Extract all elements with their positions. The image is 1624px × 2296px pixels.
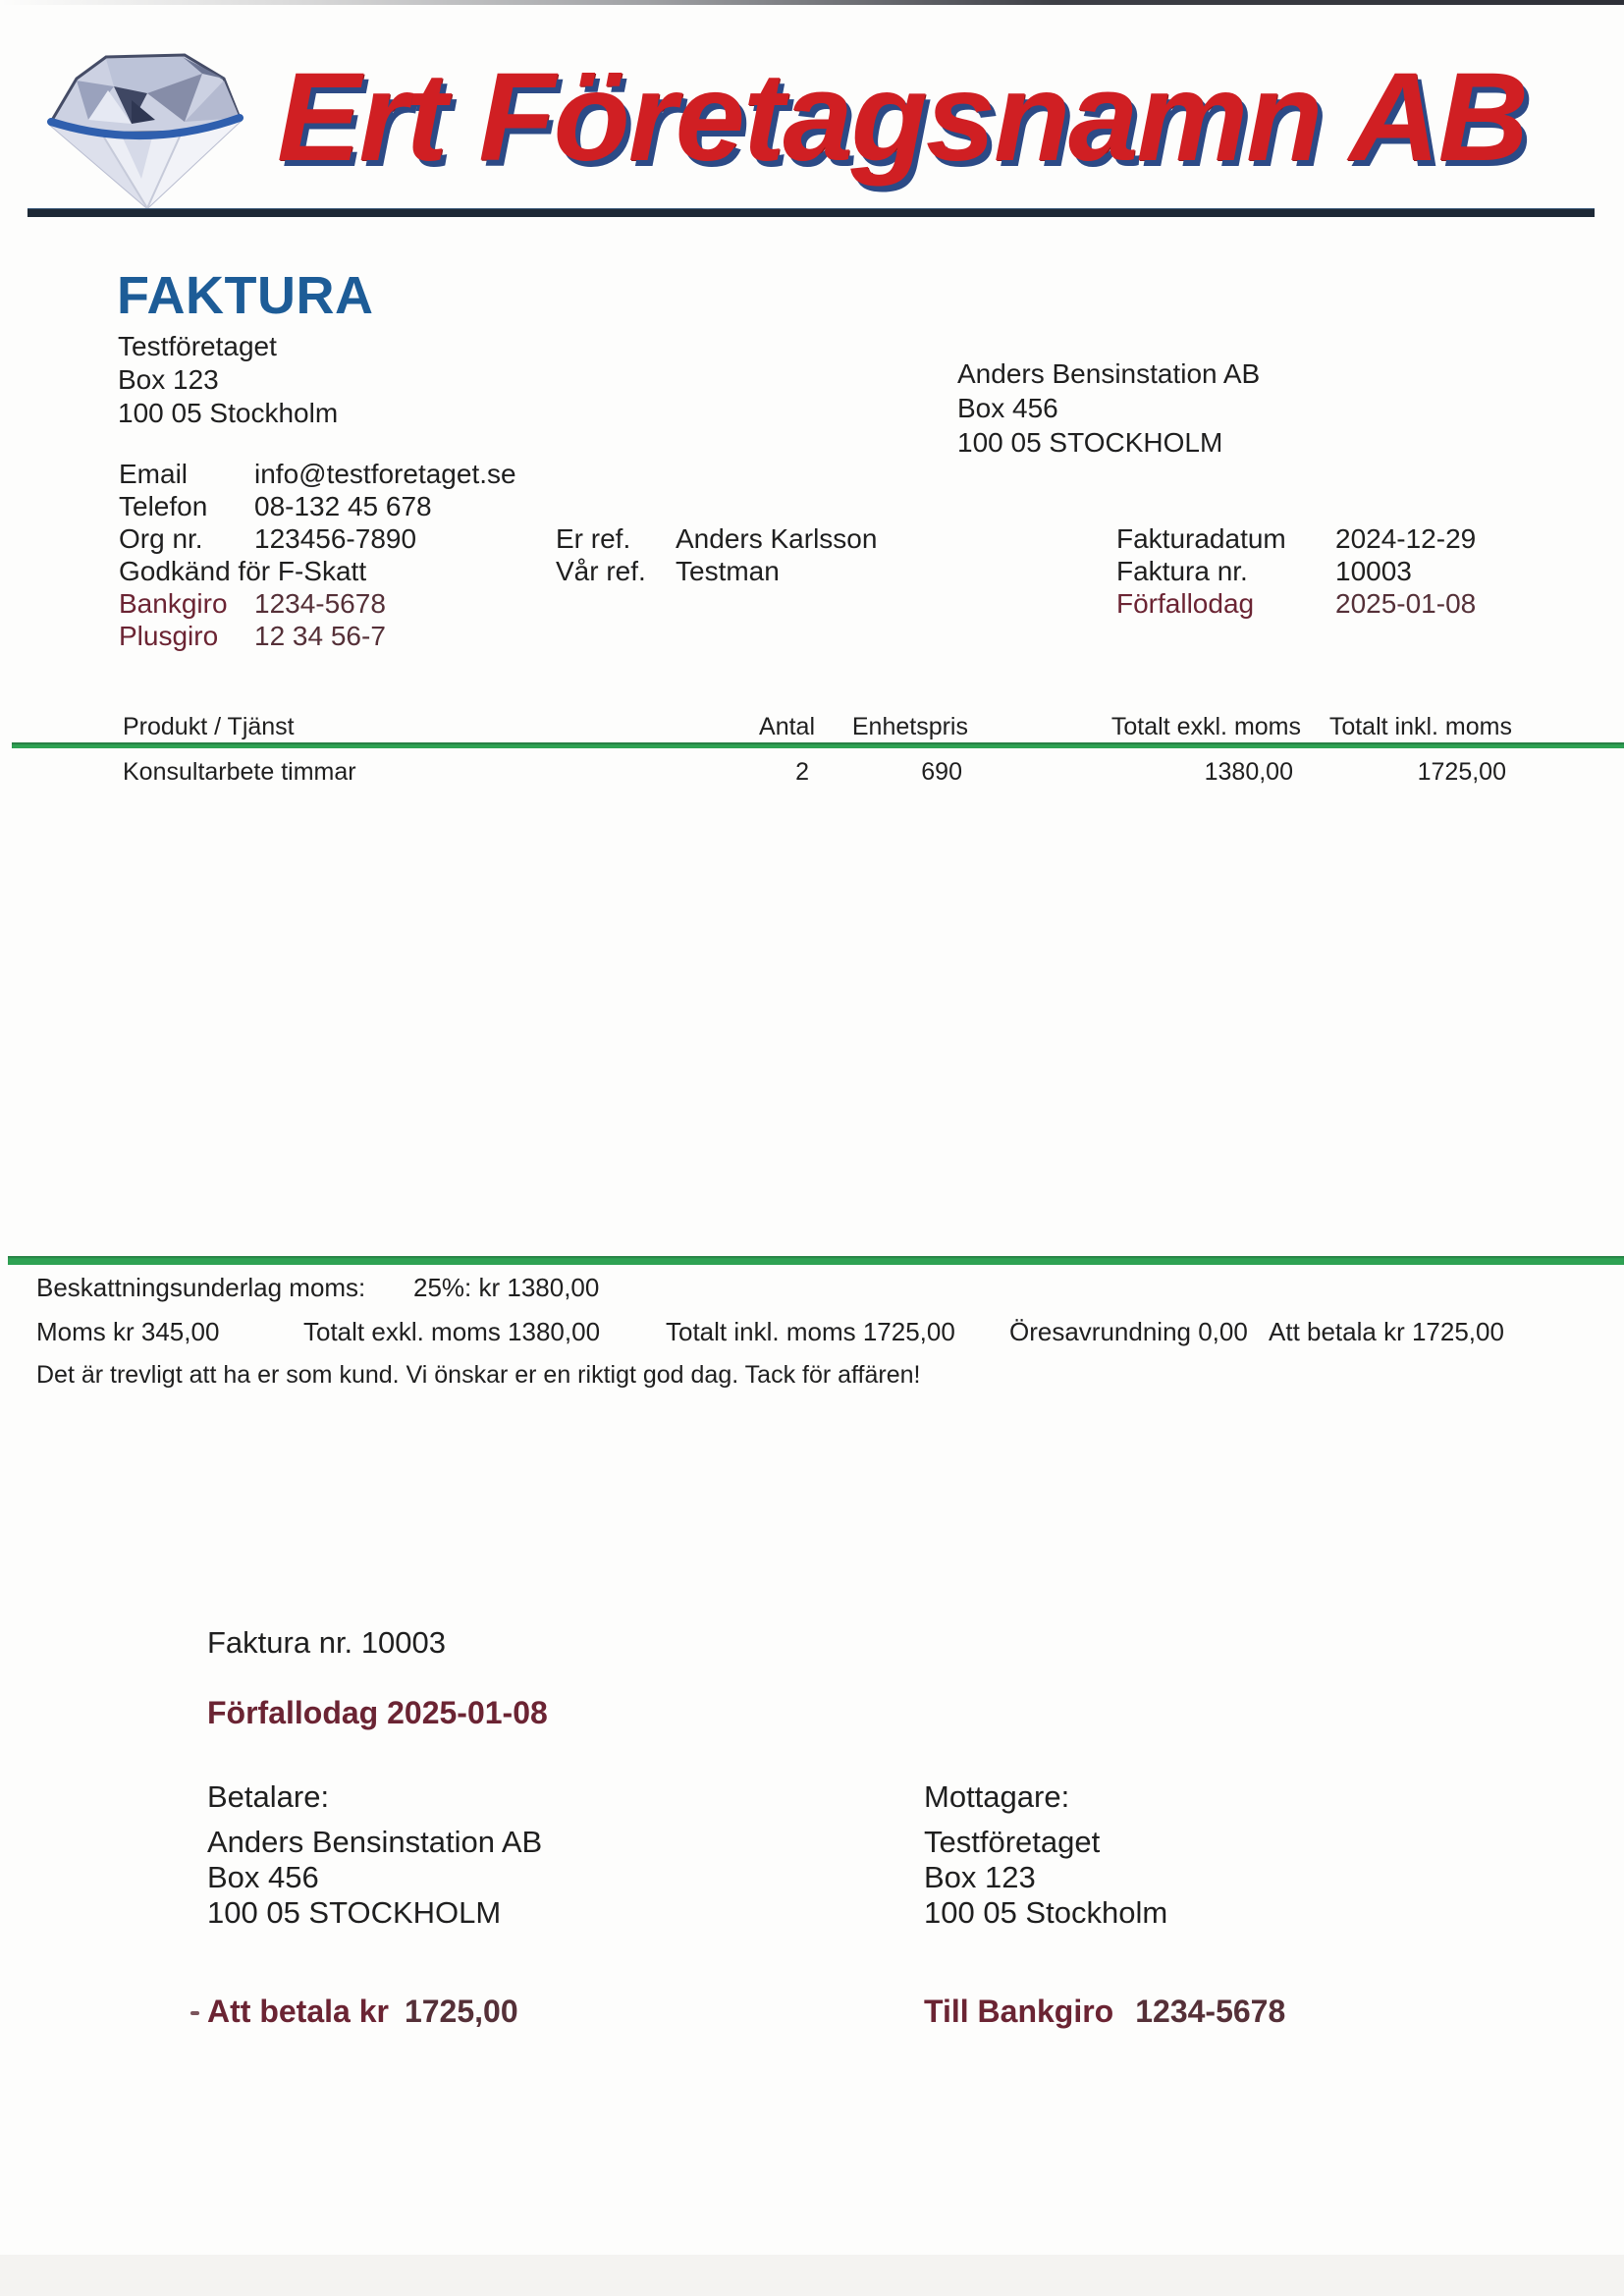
er-ref-row (556, 522, 877, 555)
sender-name: Testföretaget (118, 331, 277, 361)
table-cell-product: Konsultarbete timmar (123, 758, 356, 786)
table-header-total-incl: Totalt inkl. moms (1328, 713, 1512, 740)
slip-bankgiro-value: 1234-5678 (1135, 1994, 1286, 2029)
invoice-number-value: 10003 (1335, 556, 1412, 586)
bankgiro-value: 1234-5678 (254, 588, 386, 619)
scan-bottom-shade (0, 2255, 1624, 2296)
invoice-due-row (1116, 587, 1476, 620)
slip-amount (207, 1994, 518, 2030)
fskatt-note: Godkänd för F-Skatt (119, 556, 367, 586)
plusgiro-value: 12 34 56-7 (254, 621, 386, 651)
slip-amount-label: Att betala kr (207, 1994, 389, 2029)
diamond-icon (35, 41, 255, 214)
sender-address-line2: 100 05 Stockholm (118, 398, 339, 428)
invoice-title: FAKTURA (117, 266, 374, 325)
invoice-date-label: Fakturadatum (1116, 523, 1286, 554)
bankgiro-label: Bankgiro (119, 588, 228, 619)
header-divider (27, 209, 1595, 217)
totals-moms: Moms kr 345,00 (36, 1317, 220, 1346)
table-header-qty: Antal (759, 713, 815, 740)
email-value: info@testforetaget.se (254, 459, 516, 489)
slip-invoice-number (207, 1625, 446, 1661)
totals-rule (8, 1256, 1624, 1265)
scan-edge-artifact (0, 0, 1624, 5)
invoice-number-label: Faktura nr. (1116, 556, 1248, 586)
er-ref-value: Anders Karlsson (676, 523, 878, 554)
table-cell-total-excl: 1380,00 (1204, 758, 1293, 786)
contact-row-bankgiro (119, 587, 386, 620)
table-cell-unit-price: 690 (921, 758, 962, 786)
orgnr-label: Org nr. (119, 523, 203, 554)
payer-line2: Box 456 (207, 1860, 319, 1894)
company-name: Ert Företagsnamn AB (277, 47, 1527, 188)
table-header-unit-price: Enhetspris (851, 713, 968, 740)
vat-base-label: Beskattningsunderlag moms: (36, 1273, 366, 1302)
var-ref-value: Testman (676, 556, 780, 586)
totals-incl: Totalt inkl. moms 1725,00 (666, 1317, 955, 1346)
orgnr-value: 123456-7890 (254, 523, 417, 554)
contact-row-plusgiro (119, 620, 386, 652)
invoice-due-value: 2025-01-08 (1335, 588, 1477, 619)
slip-due-date (207, 1695, 548, 1731)
contact-row-orgnr (119, 522, 416, 555)
vat-base-value: 25%: kr 1380,00 (413, 1273, 600, 1302)
sender-address-line1: Box 123 (118, 364, 219, 395)
plusgiro-label: Plusgiro (119, 621, 219, 651)
phone-label: Telefon (119, 491, 208, 521)
totals-to-pay: Att betala kr 1725,00 (1269, 1317, 1504, 1346)
payer-label: Betalare: (207, 1779, 330, 1814)
contact-row-email (119, 458, 516, 490)
invoice-date-value: 2024-12-29 (1335, 523, 1477, 554)
invoice-number-row (1116, 555, 1412, 587)
thank-you-note: Det är trevligt att ha er som kund. Vi önskar er en riktigt god dag. Tack för affären! (36, 1361, 921, 1389)
slip-invoice-number-label: Faktura nr. (207, 1625, 353, 1660)
table-header-rule (12, 742, 1624, 748)
scan-speck-artifact (190, 2011, 199, 2015)
slip-due-label: Förfallodag (207, 1695, 379, 1730)
invoice-due-label: Förfallodag (1116, 588, 1255, 619)
payer-line1: Anders Bensinstation AB (207, 1825, 543, 1859)
slip-bankgiro (924, 1994, 1285, 2030)
recipient-address-line1: Box 456 (957, 393, 1058, 423)
table-cell-total-incl: 1725,00 (1417, 758, 1506, 786)
receiver-label: Mottagare: (924, 1779, 1070, 1814)
receiver-line3: 100 05 Stockholm (924, 1895, 1168, 1930)
receiver-line2: Box 123 (924, 1860, 1036, 1894)
slip-invoice-number-value: 10003 (360, 1625, 447, 1660)
slip-due-value: 2025-01-08 (387, 1695, 548, 1730)
var-ref-label: Vår ref. (556, 556, 646, 586)
phone-value: 08-132 45 678 (254, 491, 432, 521)
var-ref-row (556, 555, 780, 587)
recipient-name: Anders Bensinstation AB (957, 358, 1261, 389)
table-header-total-excl: Totalt exkl. moms (1110, 713, 1301, 740)
totals-rounding: Öresavrundning 0,00 (1009, 1317, 1248, 1346)
payer-line3: 100 05 STOCKHOLM (207, 1895, 502, 1930)
recipient-address-line2: 100 05 STOCKHOLM (957, 427, 1223, 458)
email-label: Email (119, 459, 189, 489)
table-cell-qty: 2 (795, 758, 809, 786)
er-ref-label: Er ref. (556, 523, 631, 554)
slip-amount-value: 1725,00 (404, 1994, 518, 2029)
slip-bankgiro-label: Till Bankgiro (924, 1994, 1114, 2029)
contact-row-phone (119, 490, 432, 522)
receiver-line1: Testföretaget (924, 1825, 1101, 1859)
invoice-date-row (1116, 522, 1476, 555)
table-header-product: Produkt / Tjänst (123, 713, 295, 740)
totals-excl: Totalt exkl. moms 1380,00 (303, 1317, 601, 1346)
